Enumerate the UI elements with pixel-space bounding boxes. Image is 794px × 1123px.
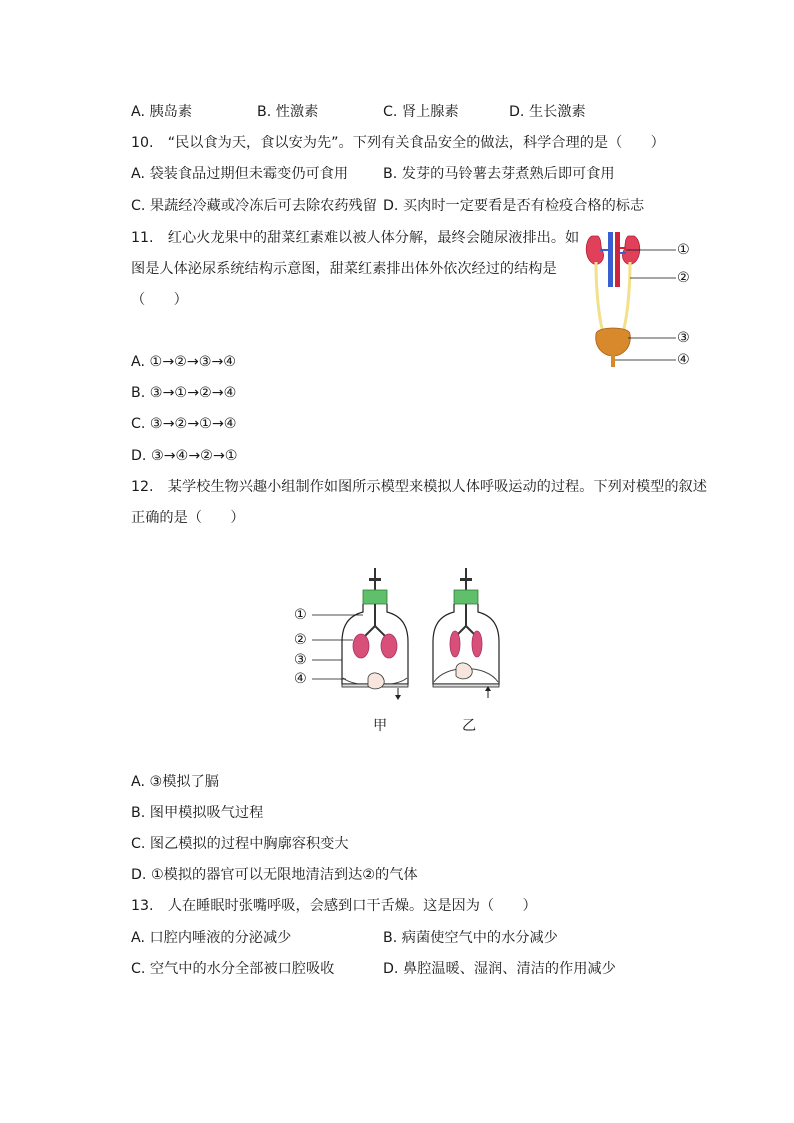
left-ureter-shape — [596, 262, 604, 336]
q12-option-d: D. ①模拟的器官可以无限地清洁到达②的气体 — [131, 867, 418, 883]
vena-cava-shape — [608, 232, 613, 287]
q12-caption-yi: 乙 — [462, 718, 477, 734]
jar-yi — [433, 568, 499, 698]
q9-option-b: B. 性激素 — [257, 104, 319, 120]
q13-option-b: B. 病菌使空气中的水分减少 — [383, 930, 558, 946]
q11-fig-label-3: ③ — [677, 330, 690, 346]
aorta-shape — [615, 232, 620, 287]
q12-option-a: A. ③模拟了膈 — [131, 774, 219, 790]
q9-option-d: D. 生长激素 — [509, 104, 586, 120]
q10-option-a: A. 袋装食品过期但未霉变仍可食用 — [131, 166, 349, 182]
q12-fig-label-3: ③ — [294, 652, 307, 668]
q12-fig-label-1: ① — [294, 607, 307, 623]
q13-option-c: C. 空气中的水分全部被口腔吸收 — [131, 961, 335, 977]
q13-stem: 13. 人在睡眠时张嘴呼吸，会感到口干舌燥。这是因为（ ） — [131, 898, 537, 914]
q11-option-d: D. ③→④→②→① — [131, 448, 238, 464]
right-ureter-shape — [622, 262, 630, 336]
q11-fig-label-4: ④ — [677, 352, 690, 368]
q13-option-a: A. 口腔内唾液的分泌减少 — [131, 930, 292, 946]
q10-stem: 10. “民以食为天，食以安为先”。下列有关食品安全的做法，科学合理的是（ ） — [131, 135, 665, 151]
q12-caption-jia: 甲 — [373, 718, 388, 734]
q13-option-d: D. 鼻腔温暖、湿润、清洁的作用减少 — [383, 961, 616, 977]
q9-option-a: A. 胰岛素 — [131, 104, 193, 120]
q11-stem-line-1: 11. 红心火龙果中的甜菜红素难以被人体分解，最终会随尿液排出。如 — [131, 230, 580, 246]
q11-fig-label-1: ① — [677, 242, 690, 258]
q12-option-c: C. 图乙模拟的过程中胸廓容积变大 — [131, 836, 349, 852]
bladder-shape — [596, 328, 631, 356]
q11-stem-line-3: （ ） — [131, 292, 188, 308]
q10-option-c: C. 果蔬经冷藏或冷冻后可去除农药残留 — [131, 198, 377, 214]
q11-option-a: A. ①→②→③→④ — [131, 354, 237, 370]
q12-stem-line-1: 12. 某学校生物兴趣小组制作如图所示模型来模拟人体呼吸运动的过程。下列对模型的叙述 — [131, 479, 707, 495]
q12-fig-label-2: ② — [294, 632, 307, 648]
q11-option-b: B. ③→①→②→④ — [131, 385, 237, 401]
q11-option-c: C. ③→②→①→④ — [131, 416, 237, 432]
q12-stem-line-2: 正确的是（ ） — [131, 510, 245, 526]
q10-option-d: D. 买肉时一定要看是否有检疫合格的标志 — [383, 198, 645, 214]
breathing-model-figure — [290, 560, 520, 700]
q12-option-b: B. 图甲模拟吸气过程 — [131, 805, 264, 821]
q11-fig-label-2: ② — [677, 270, 690, 286]
q12-fig-label-4: ④ — [294, 671, 307, 687]
q10-option-b: B. 发芽的马铃薯去芽煮熟后即可食用 — [383, 166, 615, 182]
q9-option-c: C. 肾上腺素 — [383, 104, 459, 120]
jar-jia — [342, 568, 408, 700]
q11-stem-line-2: 图是人体泌尿系统结构示意图，甜菜红素排出体外依次经过的结构是 — [131, 261, 557, 277]
